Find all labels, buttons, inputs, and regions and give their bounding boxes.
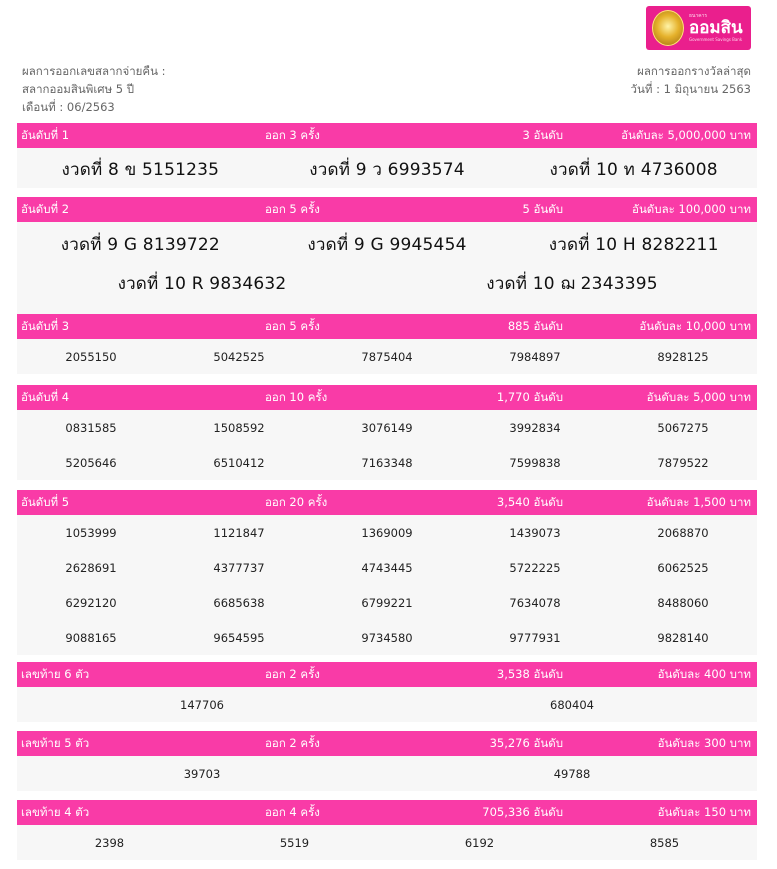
prize-name: เลขท้าย 5 ตัว bbox=[21, 736, 90, 750]
draw-times: ออก 5 ครั้ง bbox=[265, 319, 320, 333]
winning-number: 1439073 bbox=[509, 525, 561, 540]
winning-number: 8488060 bbox=[657, 595, 709, 610]
logo-text bbox=[689, 14, 743, 42]
prize-name: อันดับที่ 1 bbox=[21, 128, 70, 142]
logo-small-text: ธนาคาร bbox=[689, 13, 708, 19]
section-body bbox=[17, 687, 757, 722]
winning-number: 6192 bbox=[464, 835, 495, 850]
draw-times: ออก 10 ครั้ง bbox=[265, 390, 328, 404]
winning-number: งวดที่ 10 ท 4736008 bbox=[549, 159, 718, 180]
winning-number: 147706 bbox=[180, 697, 224, 712]
section-body bbox=[17, 410, 757, 480]
result-row bbox=[17, 620, 757, 655]
draw-date: วันที่ : 1 มิถุนายน 2563 bbox=[630, 82, 751, 96]
prize-count: 35,276 อันดับ bbox=[489, 736, 563, 750]
winning-number: 7163348 bbox=[361, 455, 413, 470]
prize-count: 705,336 อันดับ bbox=[482, 805, 563, 819]
winning-number: 8585 bbox=[649, 835, 680, 850]
winning-number: 680404 bbox=[550, 697, 594, 712]
result-row bbox=[17, 339, 757, 374]
result-type-label: ผลการออกเลขสลากจ่ายคืน : bbox=[22, 64, 166, 78]
prize-count: 1,770 อันดับ bbox=[496, 390, 563, 404]
winning-number: งวดที่ 10 H 8282211 bbox=[548, 235, 719, 255]
section-header bbox=[17, 800, 757, 825]
winning-number: 6292120 bbox=[65, 595, 117, 610]
winning-number: 2628691 bbox=[65, 560, 117, 575]
draw-times: ออก 20 ครั้ง bbox=[265, 495, 328, 509]
winning-number: 9088165 bbox=[65, 630, 117, 645]
winning-number: 5205646 bbox=[65, 455, 117, 470]
winning-number: งวดที่ 9 G 8139722 bbox=[60, 235, 220, 255]
prize-amount: อันดับละ 100,000 บาท bbox=[632, 202, 751, 216]
winning-number: 6799221 bbox=[361, 595, 413, 610]
result-row bbox=[17, 148, 757, 188]
winning-number: 0831585 bbox=[65, 420, 117, 435]
winning-number: งวดที่ 10 R 9834632 bbox=[117, 274, 287, 294]
winning-number: 9654595 bbox=[213, 630, 265, 645]
prize-count: 885 อันดับ bbox=[507, 319, 563, 333]
section-header bbox=[17, 314, 757, 339]
winning-number: 5519 bbox=[279, 835, 310, 850]
winning-number: 5067275 bbox=[657, 420, 709, 435]
winning-number: 7875404 bbox=[361, 349, 413, 364]
prize-amount: อันดับละ 300 บาท bbox=[657, 736, 751, 750]
prize-section-2 bbox=[17, 197, 757, 315]
winning-number: 2068870 bbox=[657, 525, 709, 540]
result-row bbox=[17, 264, 757, 303]
winning-number: 3992834 bbox=[509, 420, 561, 435]
result-row bbox=[17, 410, 757, 445]
winning-number: 8928125 bbox=[657, 349, 709, 364]
prize-name: อันดับที่ 2 bbox=[21, 202, 70, 216]
result-row bbox=[17, 687, 757, 722]
winning-number: 7984897 bbox=[509, 349, 561, 364]
prize-name: อันดับที่ 3 bbox=[21, 319, 70, 333]
winning-number: 1053999 bbox=[65, 525, 117, 540]
draw-times: ออก 3 ครั้ง bbox=[265, 128, 320, 142]
prize-amount: อันดับละ 400 บาท bbox=[657, 667, 751, 681]
prize-name: อันดับที่ 4 bbox=[21, 390, 70, 404]
month-label: เดือนที่ : 06/2563 bbox=[22, 100, 115, 114]
winning-number: 6510412 bbox=[213, 455, 265, 470]
prize-amount: อันดับละ 10,000 บาท bbox=[639, 319, 751, 333]
lottery-info bbox=[22, 62, 166, 116]
winning-number: งวดที่ 8 ข 5151235 bbox=[61, 159, 220, 180]
prize-amount: อันดับละ 5,000,000 บาท bbox=[621, 128, 751, 142]
winning-number: 2055150 bbox=[65, 349, 117, 364]
result-row bbox=[17, 222, 757, 264]
winning-number: งวดที่ 9 ว 6993574 bbox=[309, 159, 465, 180]
draw-times: ออก 4 ครั้ง bbox=[265, 805, 320, 819]
winning-number: 3076149 bbox=[361, 420, 413, 435]
section-header bbox=[17, 490, 757, 515]
winning-number: 7634078 bbox=[509, 595, 561, 610]
winning-number: งวดที่ 10 ฌ 2343395 bbox=[486, 274, 658, 294]
section-body bbox=[17, 515, 757, 655]
winning-number: 1121847 bbox=[213, 525, 265, 540]
winning-number: 4743445 bbox=[361, 560, 413, 575]
winning-number: 9828140 bbox=[657, 630, 709, 645]
winning-number: 39703 bbox=[183, 766, 221, 781]
result-row bbox=[17, 515, 757, 550]
prize-amount: อันดับละ 1,500 บาท bbox=[646, 495, 751, 509]
prize-section-3 bbox=[17, 314, 757, 374]
last-4-digits-section bbox=[17, 800, 757, 860]
last-6-digits-section bbox=[17, 662, 757, 722]
draw-times: ออก 2 ครั้ง bbox=[265, 667, 320, 681]
section-header bbox=[17, 731, 757, 756]
winning-number: 6062525 bbox=[657, 560, 709, 575]
latest-result-info bbox=[631, 62, 751, 98]
winning-number: 2398 bbox=[94, 835, 125, 850]
logo-main-text: ออมสิน bbox=[689, 18, 743, 38]
winning-number: งวดที่ 9 G 9945454 bbox=[307, 235, 467, 255]
prize-section-4 bbox=[17, 385, 757, 480]
winning-number: 7599838 bbox=[509, 455, 561, 470]
winning-number: 7879522 bbox=[657, 455, 709, 470]
result-row bbox=[17, 825, 757, 860]
prize-count: 3,540 อันดับ bbox=[496, 495, 563, 509]
prize-name: อันดับที่ 5 bbox=[21, 495, 70, 509]
winning-number: 9777931 bbox=[509, 630, 561, 645]
draw-times: ออก 2 ครั้ง bbox=[265, 736, 320, 750]
result-row bbox=[17, 445, 757, 480]
winning-number: 1508592 bbox=[213, 420, 265, 435]
section-body bbox=[17, 339, 757, 374]
prize-name: เลขท้าย 4 ตัว bbox=[21, 805, 90, 819]
winning-number: 9734580 bbox=[361, 630, 413, 645]
prize-name: เลขท้าย 6 ตัว bbox=[21, 667, 90, 681]
winning-number: 1369009 bbox=[361, 525, 413, 540]
prize-count: 3 อันดับ bbox=[522, 128, 563, 142]
prize-section-5 bbox=[17, 490, 757, 655]
emblem-icon bbox=[652, 10, 684, 46]
logo-sub-text: Government Savings Bank bbox=[689, 37, 743, 42]
prize-count: 5 อันดับ bbox=[522, 202, 563, 216]
prize-amount: อันดับละ 5,000 บาท bbox=[646, 390, 751, 404]
result-row bbox=[17, 756, 757, 791]
result-row bbox=[17, 550, 757, 585]
draw-times: ออก 5 ครั้ง bbox=[265, 202, 320, 216]
winning-number: 4377737 bbox=[213, 560, 265, 575]
section-header bbox=[17, 385, 757, 410]
winning-number: 6685638 bbox=[213, 595, 265, 610]
prize-section-1 bbox=[17, 123, 757, 188]
prize-count: 3,538 อันดับ bbox=[496, 667, 563, 681]
last-5-digits-section bbox=[17, 731, 757, 791]
gsb-logo[interactable] bbox=[646, 6, 751, 50]
section-body bbox=[17, 148, 757, 188]
section-body bbox=[17, 825, 757, 860]
section-body bbox=[17, 756, 757, 791]
lottery-name: สลากออมสินพิเศษ 5 ปี bbox=[22, 82, 135, 96]
section-header bbox=[17, 123, 757, 148]
winning-number: 5722225 bbox=[509, 560, 561, 575]
section-header bbox=[17, 197, 757, 222]
section-body bbox=[17, 222, 757, 315]
latest-result-label: ผลการออกรางวัลล่าสุด bbox=[637, 64, 751, 78]
section-header bbox=[17, 662, 757, 687]
winning-number: 49788 bbox=[553, 766, 591, 781]
result-row bbox=[17, 585, 757, 620]
prize-amount: อันดับละ 150 บาท bbox=[657, 805, 751, 819]
winning-number: 5042525 bbox=[213, 349, 265, 364]
